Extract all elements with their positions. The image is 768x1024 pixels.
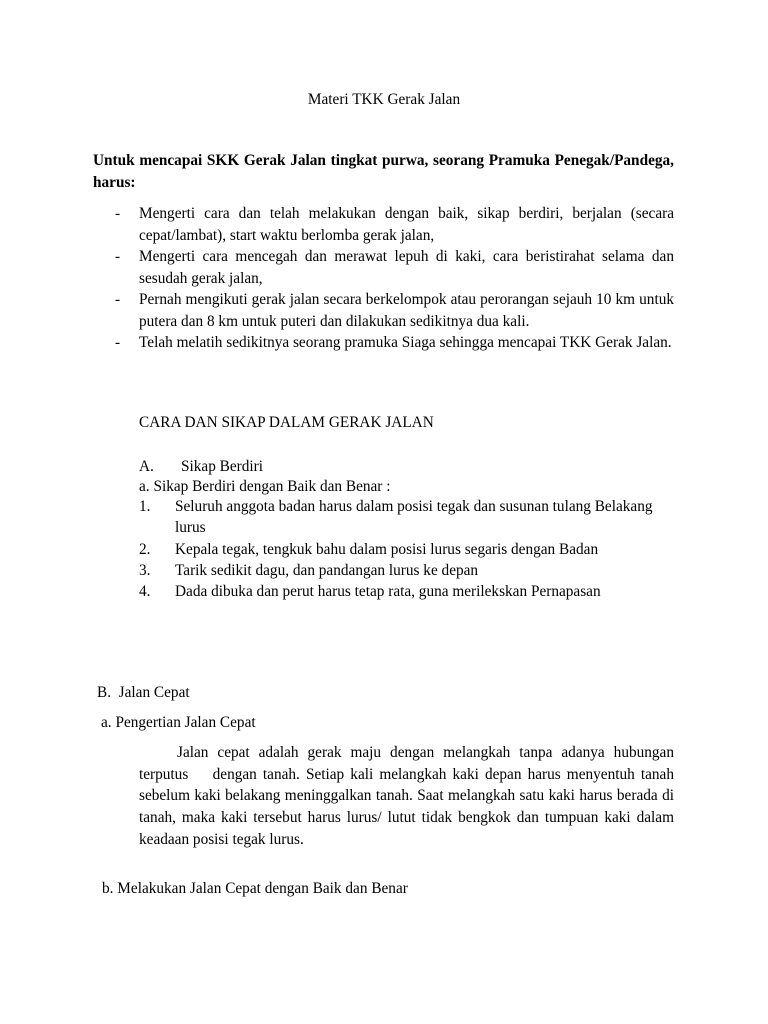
bullet-dash: - [115, 248, 121, 265]
list-item-text: Dada dibuka dan perut harus tetap rata, guna merilekskan Pernapasan [175, 583, 601, 601]
list-number: 4. [139, 583, 151, 601]
bullet-dash: - [115, 334, 121, 351]
list-item-text: Tarik sedikit dagu, dan pandangan lurus ke depan [175, 561, 479, 579]
list-item-text: Pernah mengikuti gerak jalan secara berkelompok atau perorangan sejauh 10 km untuk putera dan 8 km untuk puteri dan dilakukan sedikitnya dua kali. [139, 291, 674, 330]
subsection-a-heading [139, 456, 263, 477]
page-title: Materi TKK Gerak Jalan [307, 91, 461, 108]
bullet-dash: - [115, 205, 121, 222]
list-item [139, 496, 679, 539]
requirements-list [93, 203, 674, 354]
list-item [93, 332, 674, 354]
section-heading: CARA DAN SIKAP DALAM GERAK JALAN [139, 414, 434, 431]
list-number: 1. [139, 498, 151, 515]
definition-paragraph: Jalan cepat adalah gerak maju dengan melangkah tanpa adanya hubungan terputus dengan tanah. Setiap kali melangkah kaki depan harus menyentuh tanah sebelum kaki belakang meninggalkan tanah. Saat melangkah satu kaki harus berada di tanah, maka kaki tersebut harus lurus/ lutut tidak bengkok dan tumpuan kaki dalam keadaan posisi tegak lurus. [139, 744, 678, 848]
bullet-dash: - [115, 291, 121, 308]
subsection-b-heading: B. Jalan Cepat [97, 684, 190, 701]
list-item-text: Mengerti cara dan telah melakukan dengan baik, sikap berdiri, berjalan (secara cepat/lambat), start waktu berlomba gerak jalan, [139, 205, 674, 244]
subsection-title: Sikap Berdiri [181, 458, 263, 475]
list-number: 2. [139, 540, 151, 558]
posture-list [139, 496, 679, 602]
subsection-a-subheading: a. Sikap Berdiri dengan Baik dan Benar : [139, 478, 391, 495]
list-item [139, 581, 679, 602]
intro-paragraph: Untuk mencapai SKK Gerak Jalan tingkat purwa, seorang Pramuka Penegak/Pandega, harus: [93, 152, 674, 191]
list-number: 3. [139, 561, 151, 579]
list-item-text: Kepala tegak, tengkuk bahu dalam posisi lurus segaris dengan Badan [175, 540, 599, 558]
list-item [139, 539, 679, 560]
subsection-letter: A. [139, 458, 154, 475]
list-item-text: Telah melatih sedikitnya seorang pramuka Siaga sehingga mencapai TKK Gerak Jalan. [139, 334, 672, 351]
list-item [93, 246, 674, 289]
subsection-b-b-heading: b. Melakukan Jalan Cepat dengan Baik dan Benar [102, 880, 408, 897]
list-item [93, 289, 674, 332]
list-item [93, 203, 674, 246]
list-item-text: Seluruh anggota badan harus dalam posisi tegak dan susunan tulang Belakang lurus [175, 498, 653, 537]
list-item [139, 560, 679, 581]
subsection-b-a-heading: a. Pengertian Jalan Cepat [101, 714, 256, 731]
list-item-text: Mengerti cara mencegah dan merawat lepuh di kaki, cara beristirahat selama dan sesudah gerak jalan, [139, 248, 674, 287]
